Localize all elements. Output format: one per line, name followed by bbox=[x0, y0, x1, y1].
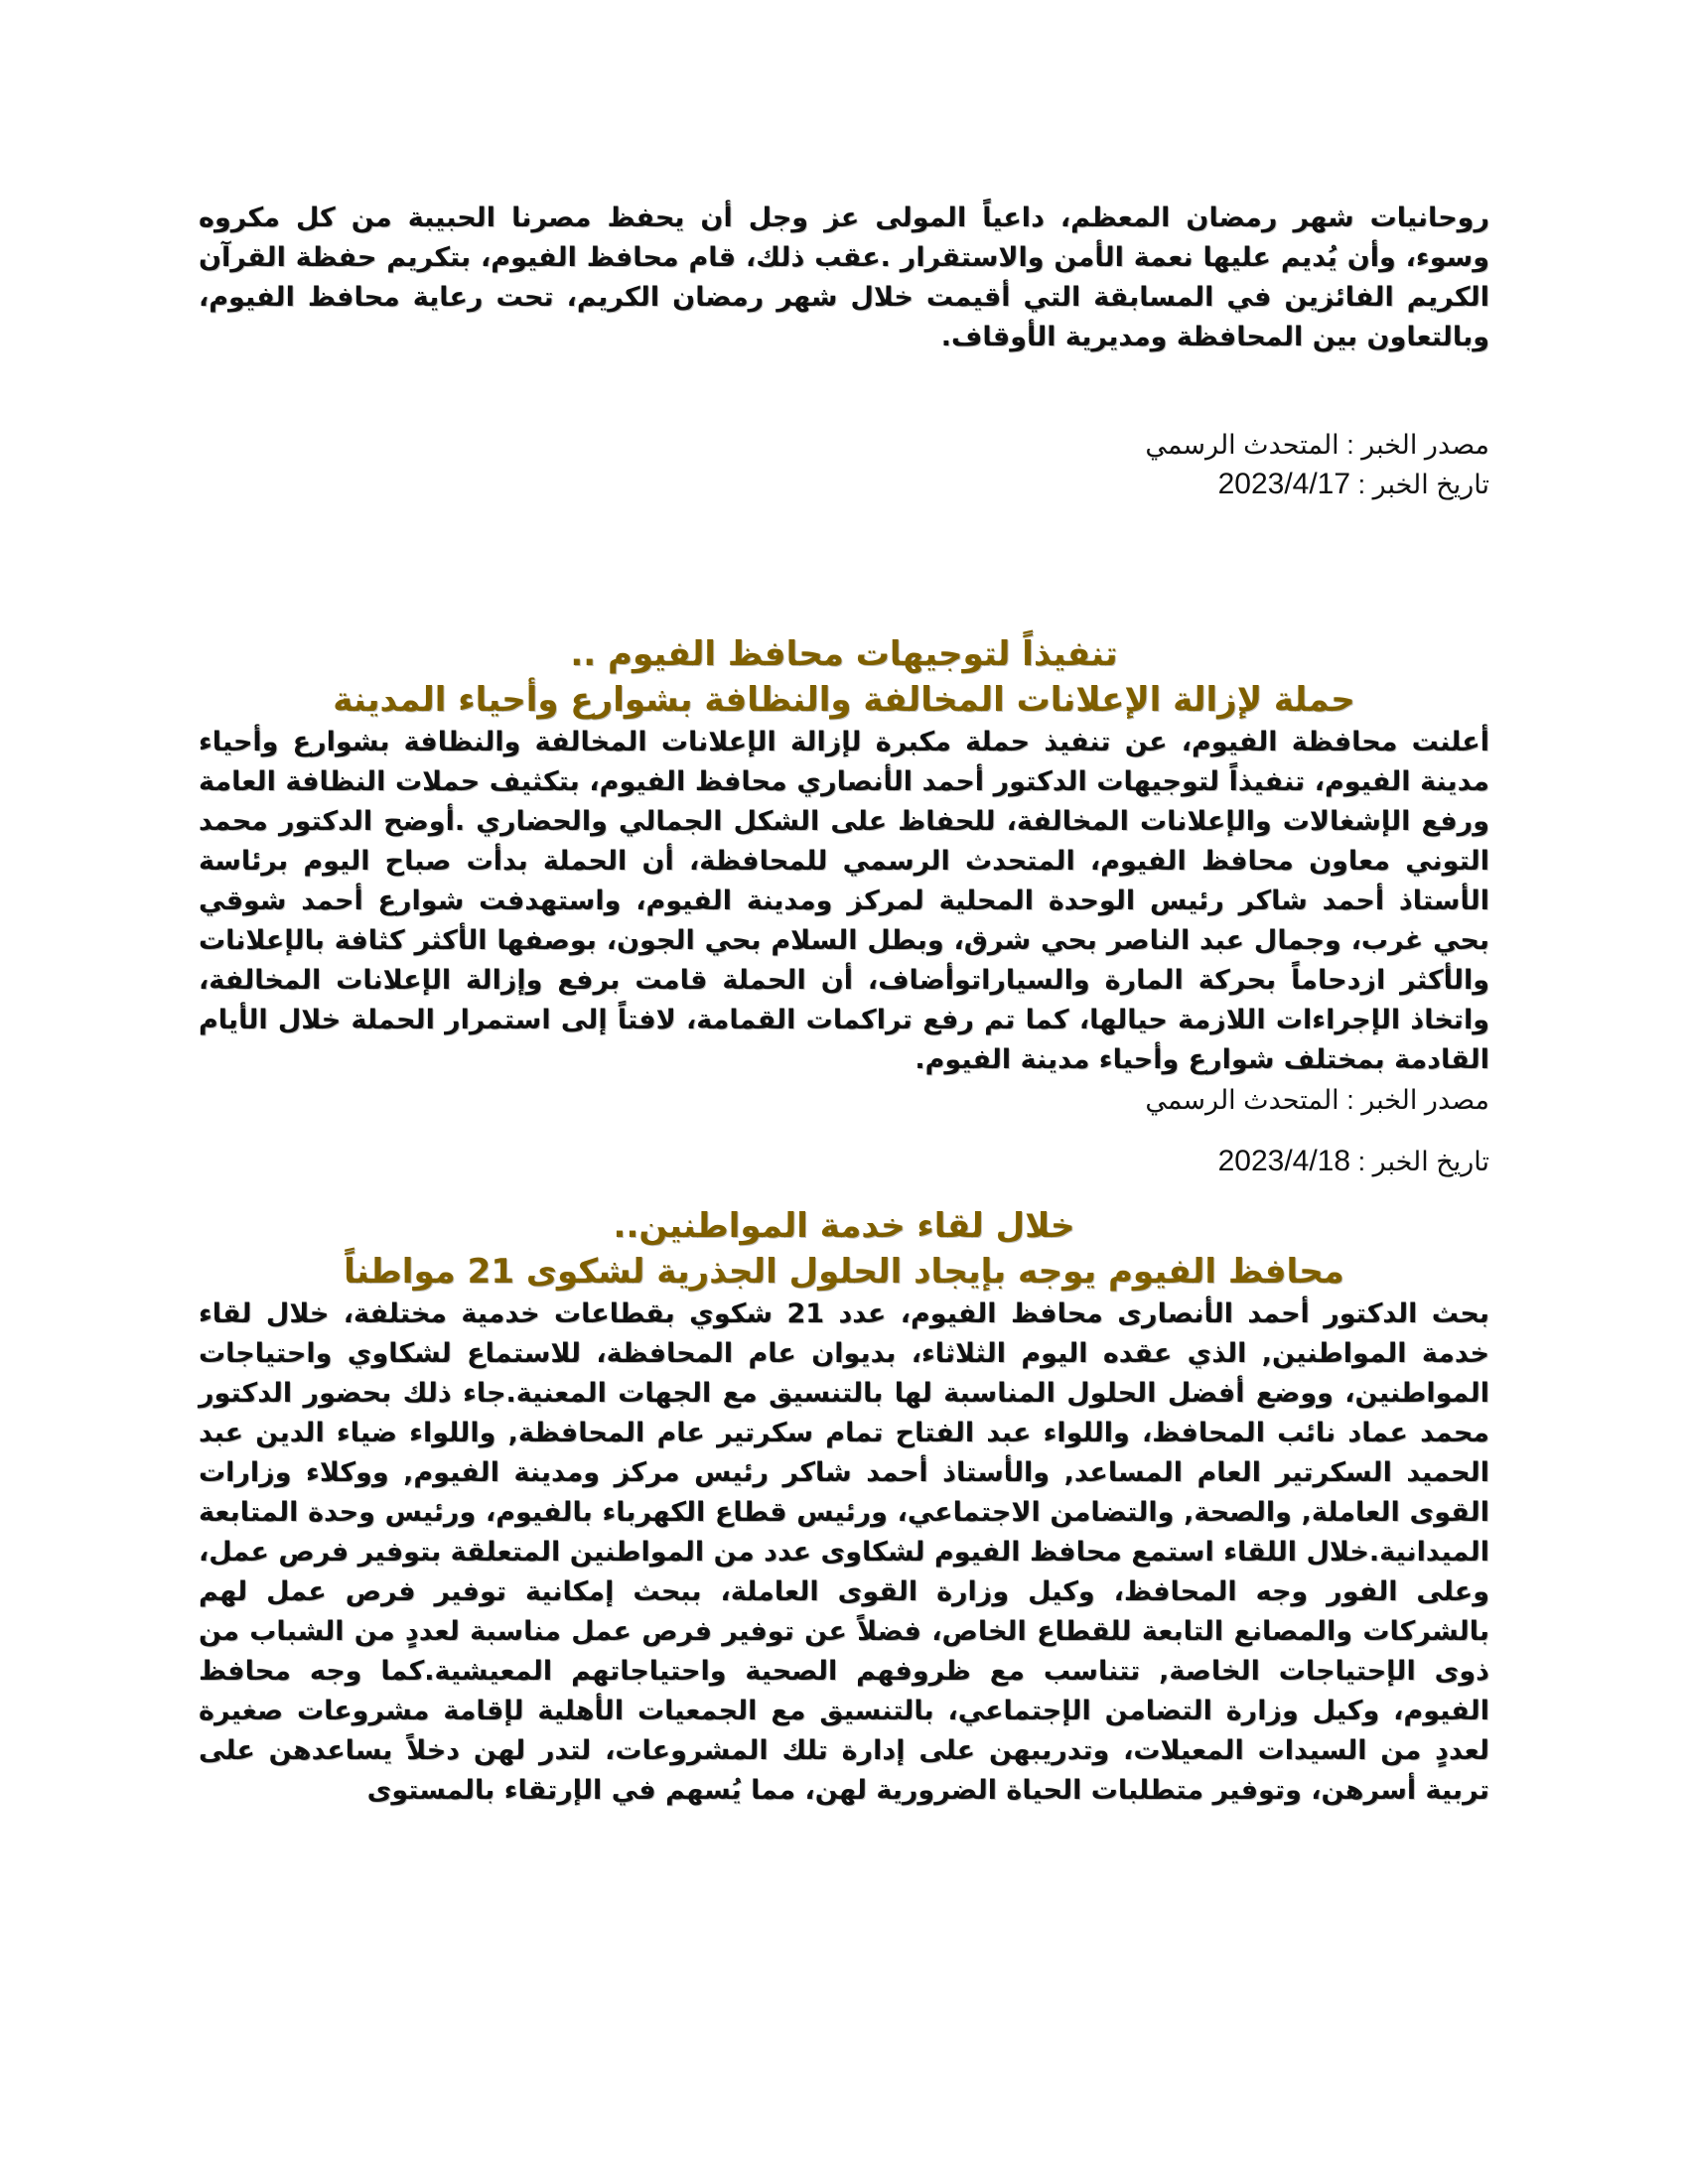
article-paragraph: أعلنت محافظة الفيوم، عن تنفيذ حملة مكبرة لإزالة الإعلانات المخالفة والنظافة بشوارع وأحياء مدينة الفيوم، تنفيذاً لتوجيهات الدكتور أحمد الأنصاري محافظ الفيوم، بتكثيف حملات النظافة العامة ورفع الإشغالات والإعلانات المخالفة، للحفاظ على الشكل الجمالي والحضاري .أوضح الدكتور محمد التوني معاون محافظ الفيوم، المتحدث الرسمي للمحافظة، أن الحملة بدأت صباح اليوم برئاسة الأستاذ أحمد شاكر رئيس الوحدة المحلية لمركز ومدينة الفيوم، واستهدفت شوارع أحمد شوقي بحي غرب، وجمال عبد الناصر بحي شرق، وبطل السلام بحي الجون، بوصفها الأكثر كثافة بالإعلانات والأكثر ازدحاماً بحركة المارة والسياراتوأضاف، أن الحملة قامت برفع وإزالة الإعلانات المخالفة، واتخاذ الإجراءات اللازمة حيالها، كما تم رفع تراكمات القمامة، لافتاً إلى استمرار الحملة خلال الأيام القادمة بمختلف شوارع وأحياء مدينة الفيوم. bbox=[199, 727, 1489, 1075]
article-paragraph: بحث الدكتور أحمد الأنصارى محافظ الفيوم، عدد 21 شكوي بقطاعات خدمية مختلفة، خلال لقاء خدمة المواطنين, الذي عقده اليوم الثلاثاء، بديوان عام المحافظة، للاستماع لشكاوي واحتياجات المواطنين، ووضع أفضل الحلول المناسبة لها بالتنسيق مع الجهات المعنية.جاء ذلك بحضور الدكتور محمد عماد نائب المحافظ، واللواء عبد الفتاح تمام سكرتير عام المحافظة, واللواء ضياء الدين عبد الحميد السكرتير العام المساعد, والأستاذ أحمد شاكر رئيس مركز ومدينة الفيوم, ووكلاء وزارات القوى العاملة, والصحة, والتضامن الاجتماعي، ورئيس قطاع الكهرباء بالفيوم، ورئيس وحدة المتابعة الميدانية.خلال اللقاء استمع محافظ الفيوم لشكاوى عدد من المواطنين المتعلقة بتوفير فرص عمل، وعلى الفور وجه المحافظ، وكيل وزارة القوى العاملة، ببحث إمكانية توفير فرص عمل لهم بالشركات والمصانع التابعة للقطاع الخاص، فضلاً عن توفير فرص عمل مناسبة لعددٍ من الشباب من ذوى الإحتياجات الخاصة, تتناسب مع ظروفهم الصحية واحتياجاتهم المعيشية.كما وجه محافظ الفيوم، وكيل وزارة التضامن الإجتماعي، بالتنسيق مع الجمعيات الأهلية لإقامة مشروعات صغيرة لعددٍ من السيدات المعيلات، وتدريبهن على إدارة تلك المشروعات، لتدر لهن دخلاً يساعدهن على تربية أسرهن، وتوفير متطلبات الحياة الضرورية لهن، مما يُسهم في الإرتقاء بالمستوى bbox=[199, 1298, 1489, 1806]
article-heading-line2: حملة لإزالة الإعلانات المخالفة والنظافة بشوارع وأحياء المدينة bbox=[333, 680, 1355, 720]
news-source-label: مصدر الخبر : bbox=[1346, 1085, 1489, 1115]
news-source-value: المتحدث الرسمي bbox=[1145, 1085, 1339, 1115]
article-heading-line1: خلال لقاء خدمة المواطنين.. bbox=[613, 1206, 1075, 1246]
article-heading-line2: محافظ الفيوم يوجه بإيجاد الحلول الجذرية لشكوى 21 مواطناً bbox=[344, 1252, 1344, 1292]
document-page bbox=[199, 199, 1489, 1811]
news-date bbox=[199, 1142, 1489, 1181]
news-source bbox=[199, 425, 1489, 465]
news-date bbox=[199, 465, 1489, 504]
news-date-label: تاريخ الخبر : bbox=[1357, 470, 1489, 499]
article-paragraph: روحانيات شهر رمضان المعظم، داعياً المولى عز وجل أن يحفظ مصرنا الحبيبة من كل مكروه وسوء، وأن يُديم عليها نعمة الأمن والاستقرار .عقب ذلك، قام محافظ الفيوم، بتكريم حفظة القرآن الكريم الفائزين في المسابقة التي أقيمت خلال شهر رمضان الكريم، تحت رعاية محافظ الفيوم، وبالتعاون بين المحافظة ومديرية الأوقاف. bbox=[199, 203, 1489, 352]
article-ramadan-continuation bbox=[199, 199, 1489, 504]
news-date-value: 2023/4/17 bbox=[1217, 468, 1351, 500]
news-source-label: مصدر الخبر : bbox=[1346, 430, 1489, 460]
article-ads-removal-campaign bbox=[199, 631, 1489, 1181]
article-citizens-service-meeting bbox=[199, 1203, 1489, 1811]
news-source bbox=[199, 1080, 1489, 1120]
news-date-label: تاريخ الخبر : bbox=[1357, 1147, 1489, 1176]
article-heading-line1: تنفيذاً لتوجيهات محافظ الفيوم .. bbox=[570, 634, 1118, 674]
news-date-value: 2023/4/18 bbox=[1217, 1145, 1351, 1177]
news-source-value: المتحدث الرسمي bbox=[1145, 430, 1339, 460]
